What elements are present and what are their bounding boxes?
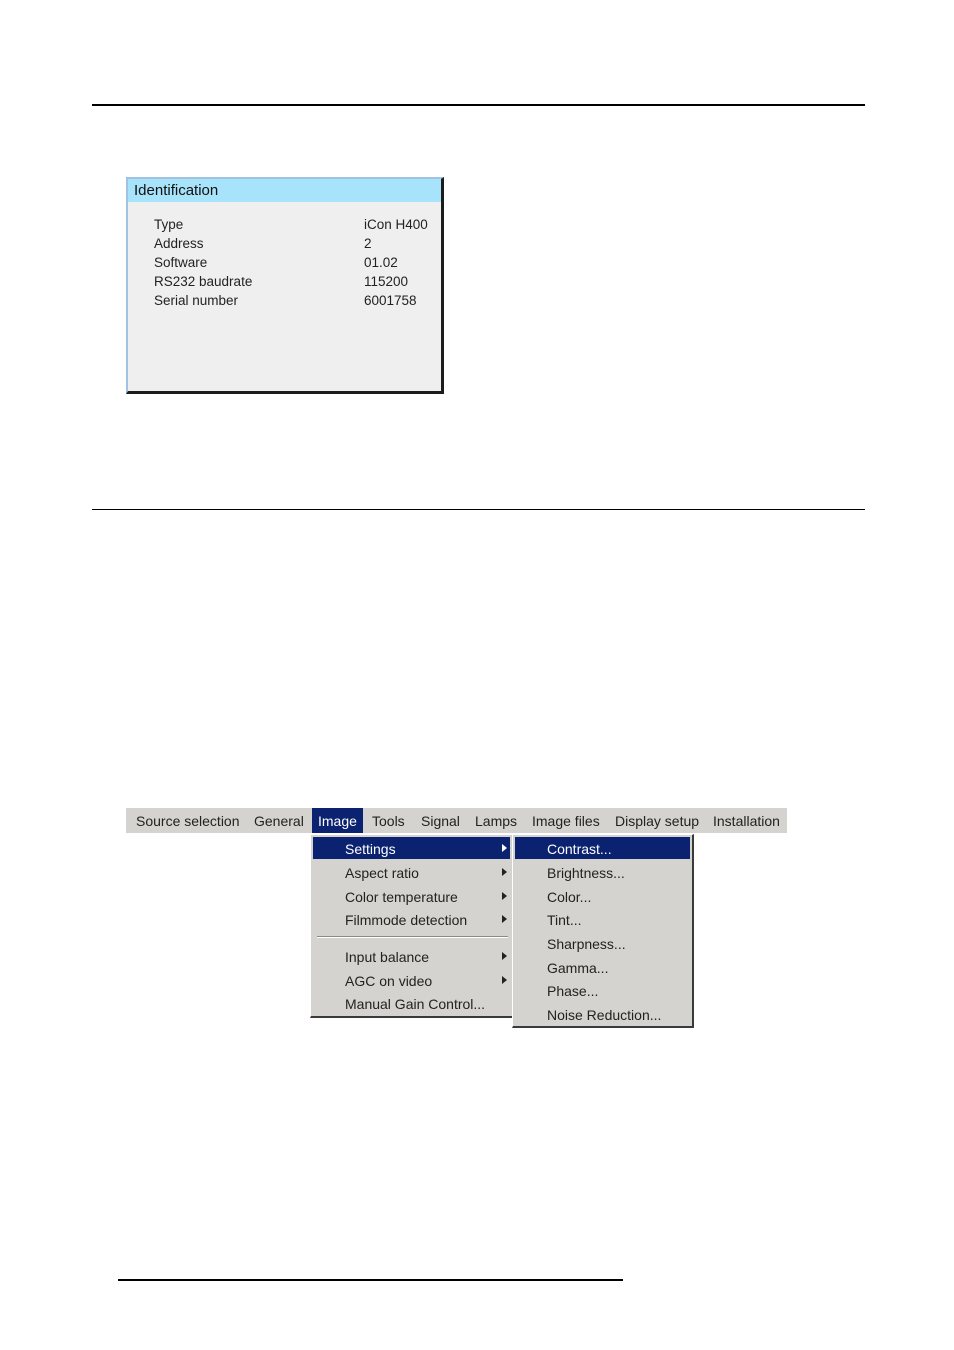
menu-source-selection[interactable]: Source selection (136, 813, 240, 829)
menu-tools[interactable]: Tools (372, 813, 405, 829)
row-label: Serial number (154, 293, 239, 308)
menu-item-noise-reduction[interactable] (515, 1003, 690, 1025)
menu-item-label: Manual Gain Control... (345, 996, 486, 1012)
menu-item-label: Contrast... (547, 841, 612, 857)
row-value: 01.02 (364, 255, 398, 270)
identification-row-baudrate (128, 274, 441, 293)
submenu-arrow-icon (502, 952, 507, 960)
menu-item-label: Phase... (547, 983, 599, 999)
menu-item-filmmode-detection[interactable] (313, 908, 510, 930)
menu-item-label: Tint... (547, 912, 582, 928)
submenu-arrow-icon (502, 892, 507, 900)
identification-row-serial (128, 293, 441, 312)
menu-item-settings[interactable] (313, 837, 510, 859)
row-label: Address (154, 236, 204, 251)
menu-item-sharpness[interactable] (515, 932, 690, 954)
identification-row-address (128, 236, 441, 255)
menu-item-label: Color... (547, 889, 592, 905)
menu-item-agc-on-video[interactable] (313, 969, 510, 991)
header-rule (92, 104, 865, 106)
identification-row-type (128, 217, 441, 236)
menu-item-label: Filmmode detection (345, 912, 468, 928)
row-value: 6001758 (364, 293, 417, 308)
menu-item-phase[interactable] (515, 979, 690, 1001)
menu-item-label: Aspect ratio (345, 865, 419, 881)
menu-item-label: Noise Reduction... (547, 1007, 662, 1023)
section-rule (92, 509, 865, 510)
menu-item-brightness[interactable] (515, 861, 690, 883)
menu-item-label: Brightness... (547, 865, 625, 881)
row-value: iCon H400 (364, 217, 428, 232)
menu-item-contrast[interactable] (515, 837, 690, 859)
image-dropdown-menu (310, 834, 514, 1018)
menu-general[interactable]: General (254, 813, 304, 829)
menu-image[interactable]: Image (312, 808, 363, 833)
menu-item-aspect-ratio[interactable] (313, 861, 510, 883)
menu-image-files[interactable]: Image files (532, 813, 600, 829)
menu-item-input-balance[interactable] (313, 945, 510, 967)
menu-item-gamma[interactable] (515, 956, 690, 978)
settings-submenu (512, 834, 694, 1028)
identification-list (128, 217, 441, 312)
submenu-arrow-icon (502, 915, 507, 923)
menu-item-label: Sharpness... (547, 936, 626, 952)
menu-item-color[interactable] (515, 885, 690, 907)
menu-item-color-temperature[interactable] (313, 885, 510, 907)
menu-signal[interactable]: Signal (421, 813, 460, 829)
footer-rule (118, 1279, 623, 1281)
menu-bar (126, 808, 787, 833)
menu-item-label: Settings (345, 841, 396, 857)
submenu-arrow-icon (502, 844, 507, 852)
identification-row-software (128, 255, 441, 274)
submenu-arrow-icon (502, 976, 507, 984)
menu-display-setup[interactable]: Display setup (615, 813, 700, 829)
menu-item-tint[interactable] (515, 908, 690, 930)
row-value: 2 (364, 236, 372, 251)
menu-separator (317, 936, 508, 938)
row-label: RS232 baudrate (154, 274, 253, 289)
row-value: 115200 (364, 274, 409, 289)
menu-item-label: Gamma... (547, 960, 609, 976)
submenu-arrow-icon (502, 868, 507, 876)
identification-title: Identification (128, 179, 441, 202)
menu-installation[interactable]: Installation (713, 813, 780, 829)
menu-lamps[interactable]: Lamps (475, 813, 518, 829)
row-label: Software (154, 255, 208, 270)
menu-item-label: AGC on video (345, 973, 433, 989)
menu-item-label: Input balance (345, 949, 430, 965)
menu-item-label: Color temperature (345, 889, 458, 905)
identification-window (126, 177, 444, 394)
menu-item-manual-gain-control[interactable] (313, 992, 510, 1014)
row-label: Type (154, 217, 184, 232)
